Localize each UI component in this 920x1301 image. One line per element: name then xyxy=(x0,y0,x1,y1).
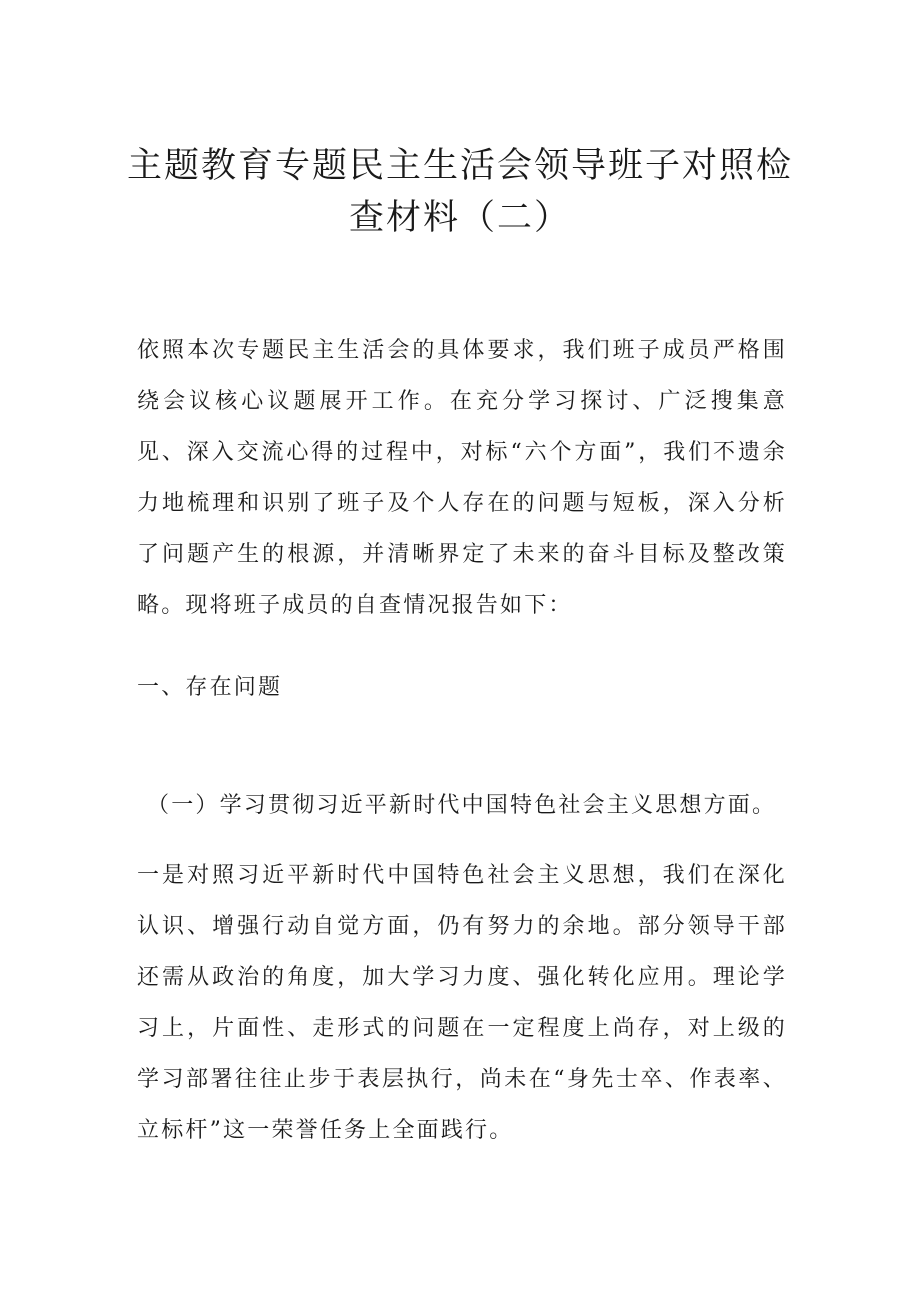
title-line-1: 主题教育专题民主生活会领导班子对照检 xyxy=(126,146,793,186)
section-heading-problems: 一、存在问题 xyxy=(137,675,283,700)
subsection-heading-study: （一）学习贯彻习近平新时代中国特色社会主义思想方面。 xyxy=(147,793,777,818)
title-line-2: 查材料（二） xyxy=(348,198,571,238)
intro-paragraph: 依照本次专题民主生活会的具体要求，我们班子成员严格围绕会议核心议题展开工作。在充分学习探讨、广泛搜集意见、深入交流心得的过程中，对标“六个方面”，我们不遗余力地梳理和识别了班子及个人存在的问题与短板，深入分析了问题产生的根源，并清晰界定了未来的奋斗目标及整改策略。现将班子成员的自查情况报告如下： xyxy=(137,338,787,618)
body-paragraph-1: 一是对照习近平新时代中国特色社会主义思想，我们在深化认识、增强行动自觉方面，仍有努力的余地。部分领导干部还需从政治的角度，加大学习力度、强化转化应用。理论学习上，片面性、走形式的问题在一定程度上尚存，对上级的学习部署往往止步于表层执行，尚未在“身先士卒、作表率、立标杆”这一荣誉任务上全面践行。 xyxy=(137,863,787,1143)
document-title xyxy=(120,140,800,244)
